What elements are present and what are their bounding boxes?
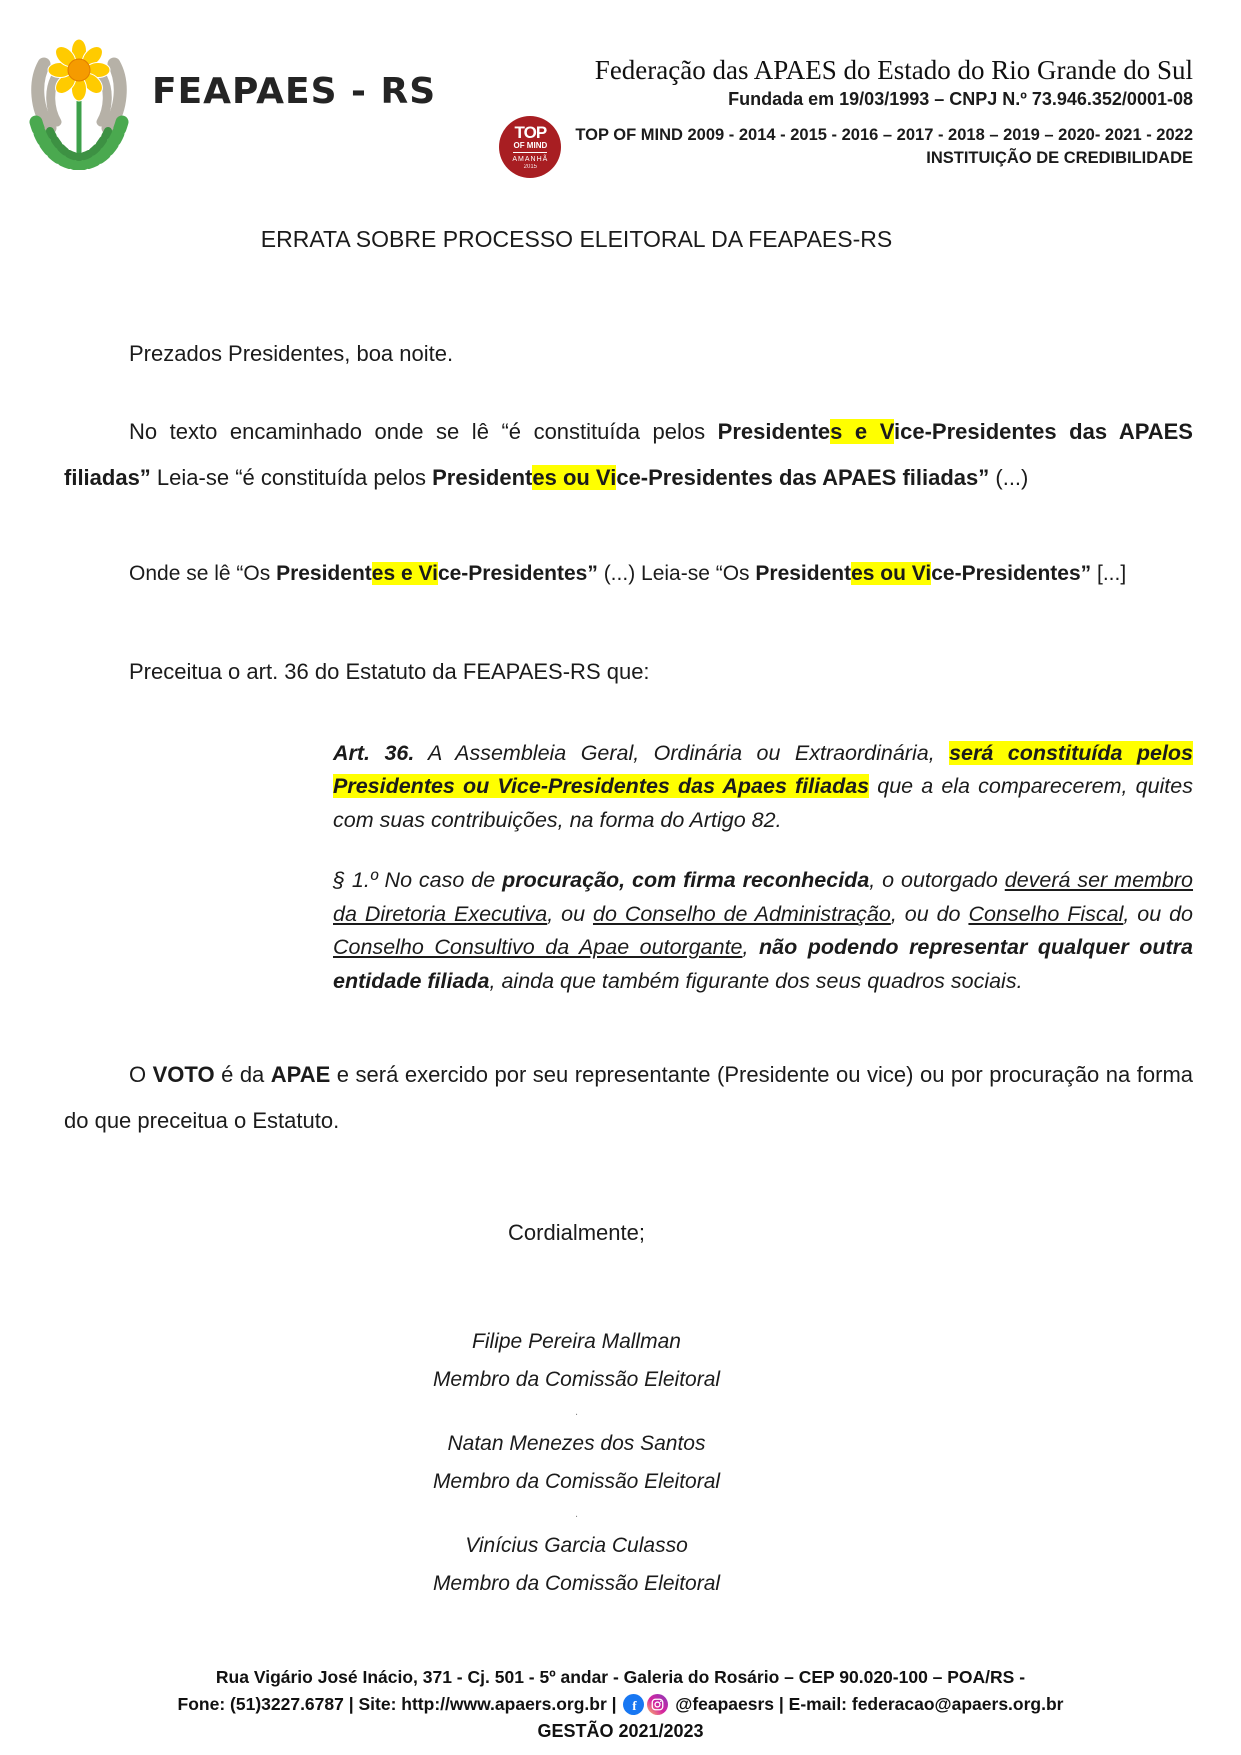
badge-amanha-text: AMANHÃ (512, 155, 549, 163)
signature-name: Natan Menezes dos Santos (447, 1432, 706, 1456)
org-name: Federação das APAES do Estado do Rio Grande do Sul (594, 55, 1193, 85)
signature-block (12, 1330, 1141, 1392)
top-of-mind-badge-icon (499, 116, 561, 178)
letter-footer (0, 1664, 1241, 1745)
logo-block (20, 30, 436, 170)
phone-site-label: Fone: (51)3227.6787 | Site: (177, 1694, 402, 1714)
preceitua-paragraph: Preceitua o art. 36 do Estatuto da FEAPAES-RS que: (129, 658, 650, 684)
signature-separator: . (574, 1406, 579, 1419)
art36-blockquote: Art. 36. A Assembleia Geral, Ordinária ou Extraordinária, será constituída pelos Presidentes ou Vice-Presidentes das Apaes filiadas que a ela comparecerem, quites com suas contribuições, na forma do Artigo 82. (333, 740, 1194, 832)
top-of-mind-years-line: TOP OF MIND 2009 - 2014 - 2015 - 2016 – 2017 - 2018 – 2019 – 2020- 2021 - 2022 (575, 126, 1193, 145)
signature-name: Vinícius Garcia Culasso (465, 1534, 688, 1558)
letterhead (20, 0, 1193, 178)
address-line: Rua Vigário José Inácio, 371 - Cj. 501 - 5º andar - Galeria do Rosário – CEP 90.020-100 – POA/RS - (215, 1667, 1026, 1687)
separator-pipe: | (606, 1694, 622, 1714)
badge-top-text: TOP (514, 122, 547, 142)
logo-wordmark: FEAPAES - RS (152, 70, 437, 112)
voto-paragraph: O VOTO é da APAE e será exercido por seu representante (Presidente ou vice) ou por procuração na forma do que preceitua o Estatuto. (64, 1062, 1194, 1134)
closing-salutation: Cordialmente; (508, 1220, 645, 1246)
errata-paragraph-2: Onde se lê “Os Presidentes e Vice-Presidentes” (...) Leia-se “Os Presidentes ou Vice-Presidentes” [...] (129, 561, 1127, 585)
site-url[interactable]: http://www.apaers.org.br (401, 1694, 607, 1714)
contact-line (0, 1691, 1241, 1718)
signature-role: Membro da Comissão Eleitoral (432, 1470, 721, 1494)
feapaes-flower-hands-logo-icon (20, 30, 138, 170)
social-handle-email-label: @feapaesrs | E-mail: (670, 1694, 852, 1714)
signature-role: Membro da Comissão Eleitoral (432, 1572, 721, 1596)
document-title: ERRATA SOBRE PROCESSO ELEITORAL DA FEAPAES-RS (260, 225, 893, 252)
gestao-line: GESTÃO 2021/2023 (537, 1721, 704, 1741)
signature-block (12, 1432, 1141, 1494)
badge-year-text: 2015 (523, 163, 538, 170)
paragraph-1-blockquote: § 1.º No caso de procuração, com firma reconhecida, o outorgado deverá ser membro da Diretoria Executiva, ou do Conselho de Administração, ou do Conselho Fiscal, ou do Conselho Consultivo da Apae outorgante, não podendo representar qualquer outra entidade filiada, ainda que também figurante dos seus quadros sociais. (333, 868, 1194, 993)
signature-separator: . (574, 1508, 579, 1521)
credibility-line: INSTITUIÇÃO DE CREDIBILIDADE (926, 148, 1193, 167)
signature-name: Filipe Pereira Mallman (472, 1330, 681, 1354)
signature-block (12, 1534, 1141, 1596)
errata-paragraph-1: No texto encaminhado onde se lê “é constituída pelos Presidentes e Vice-Presidentes das APAES filiadas” Leia-se “é constituída pelos Presidentes ou Vice-Presidentes das APAES filiadas” (...) (64, 418, 1193, 490)
founded-cnpj-line: Fundada em 19/03/1993 – CNPJ N.º 73.946.352/0001-08 (728, 88, 1193, 109)
org-identity-block (499, 30, 1193, 178)
svg-text:f: f (632, 1698, 637, 1714)
salutation: Prezados Presidentes, boa noite. (129, 340, 454, 366)
email-address[interactable]: federacao@apaers.org.br (851, 1694, 1064, 1714)
instagram-icon (647, 1694, 668, 1715)
badge-mid-text: OF MIND (513, 141, 547, 153)
signature-role: Membro da Comissão Eleitoral (432, 1368, 721, 1392)
facebook-icon (623, 1694, 644, 1715)
